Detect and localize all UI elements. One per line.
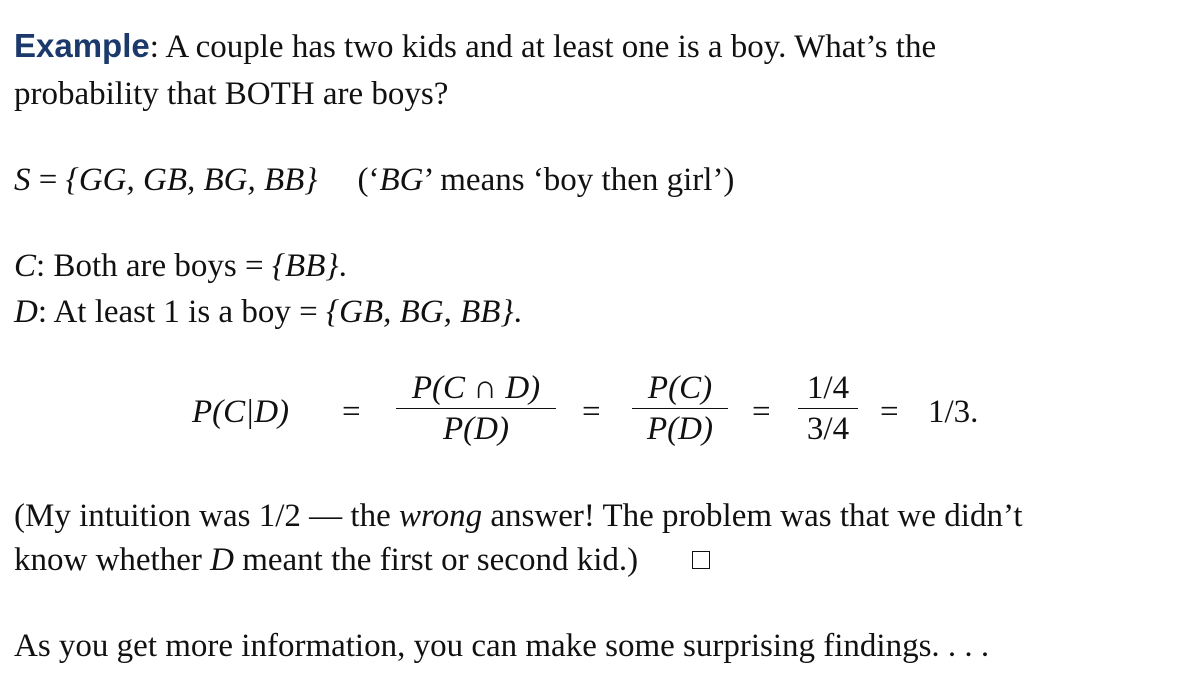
example-text-2: probability that BOTH are boys? bbox=[14, 76, 449, 112]
event-d-set: {GB, BG, BB} bbox=[325, 294, 514, 330]
example-label: Example bbox=[14, 27, 150, 64]
sample-space-symbol: S bbox=[14, 162, 31, 198]
equation-lhs: P(C|D) bbox=[192, 394, 290, 430]
remark-text-4: meant the first or second kid.) bbox=[233, 542, 639, 578]
fraction-1-numerator: P(C ∩ D) bbox=[411, 370, 541, 406]
equation-equals-2: = bbox=[582, 394, 601, 430]
event-d-line bbox=[14, 292, 522, 332]
example-line-1 bbox=[14, 26, 936, 67]
remark-text-3: know whether bbox=[14, 542, 211, 578]
event-c-var: C bbox=[14, 248, 37, 284]
slide-content bbox=[14, 0, 1174, 686]
event-d-end: . bbox=[513, 294, 522, 330]
event-c-line bbox=[14, 246, 347, 286]
remark-emphasis: wrong bbox=[398, 498, 483, 534]
qed-square-icon bbox=[692, 551, 710, 569]
remark-text-2: answer! The problem was that we didn’t bbox=[482, 498, 1023, 534]
equation-equals-1: = bbox=[342, 394, 361, 430]
closing-text: As you get more information, you can make some surprising findings. . . . bbox=[14, 628, 990, 664]
event-c-set: {BB} bbox=[271, 248, 339, 284]
sample-space-set: {GG, GB, BG, BB} bbox=[65, 162, 318, 198]
fraction-1 bbox=[396, 368, 556, 449]
fraction-2-denominator: P(D) bbox=[647, 411, 713, 447]
example-line-2 bbox=[14, 74, 448, 114]
fraction-2-numerator: P(C) bbox=[647, 370, 713, 406]
sample-space-note-open: (‘ bbox=[357, 162, 380, 198]
equation-result: 1/3. bbox=[928, 394, 979, 430]
event-d-text: : At least 1 is a boy = bbox=[37, 294, 326, 330]
fraction-3-denominator: 3/4 bbox=[806, 411, 850, 447]
sample-space-line bbox=[14, 160, 734, 200]
sample-space-equals: = bbox=[30, 162, 66, 198]
conditional-probability-equation bbox=[14, 368, 1174, 468]
event-c-end: . bbox=[338, 248, 347, 284]
example-text-1: : A couple has two kids and at least one is a boy. What’s the bbox=[149, 29, 937, 65]
fraction-2 bbox=[632, 368, 728, 449]
sample-space-note-var: BG bbox=[379, 162, 424, 198]
event-d-var: D bbox=[14, 294, 38, 330]
remark-text-1: (My intuition was 1/2 — the bbox=[14, 498, 399, 534]
event-c-text: : Both are boys = bbox=[36, 248, 272, 284]
fraction-3 bbox=[798, 368, 858, 449]
equation-equals-4: = bbox=[880, 394, 899, 430]
remark-var: D bbox=[210, 542, 234, 578]
remark-line-1 bbox=[14, 496, 1023, 536]
fraction-1-denominator: P(D) bbox=[443, 411, 509, 447]
equation-equals-3: = bbox=[752, 394, 771, 430]
closing-line bbox=[14, 626, 989, 666]
remark-line-2 bbox=[14, 540, 710, 580]
fraction-3-numerator: 1/4 bbox=[806, 370, 850, 406]
sample-space-note-rest: ’ means ‘boy then girl’) bbox=[423, 162, 735, 198]
